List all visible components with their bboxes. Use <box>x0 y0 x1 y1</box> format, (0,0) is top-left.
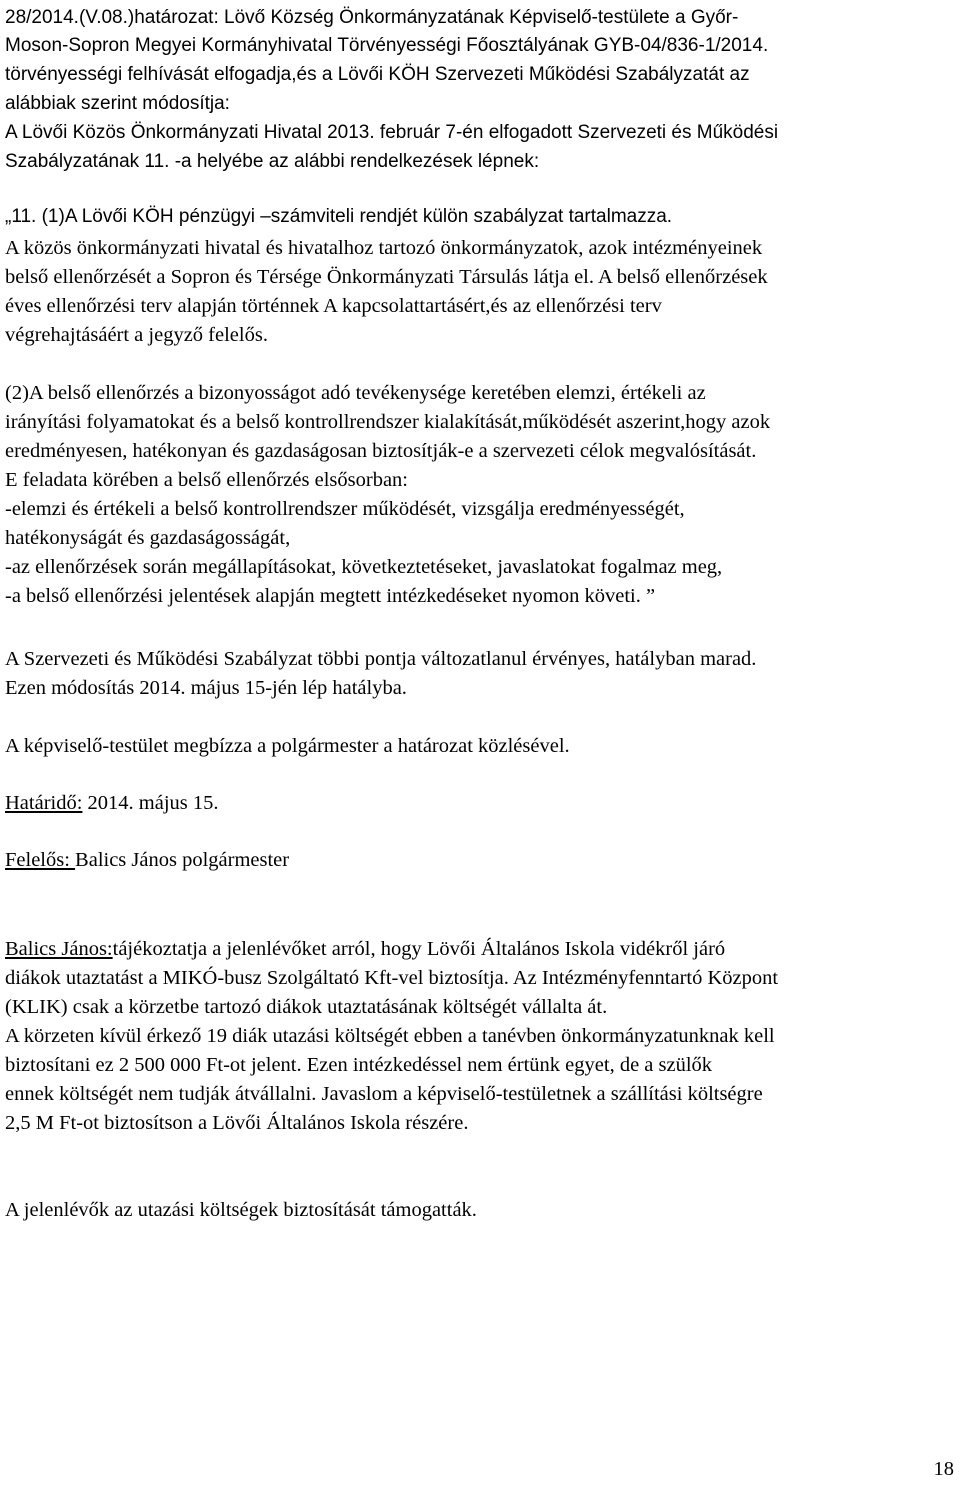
body-text-line: A körzeten kívül érkező 19 diák utazási költségét ebben a tanévben önkormányzatunknak kell <box>5 1025 775 1047</box>
body-text-line: hatékonyságát és gazdaságosságát, <box>5 527 291 549</box>
resolution-title-line: A Lövői Közös Önkormányzati Hivatal 2013. február 7-én elfogadott Szervezeti és Működési <box>5 122 779 143</box>
balics-first-line <box>5 936 725 962</box>
body-text-line: végrehajtásáért a jegyző felelős. <box>5 324 268 346</box>
deadline-line <box>5 790 219 816</box>
body-text-line: -az ellenőrzések során megállapításokat, következtetéseket, javaslatokat fogalmaz meg, <box>5 556 723 578</box>
responsible-label: Felelős: <box>5 849 76 871</box>
body-text-line: Ezen módosítás 2014. május 15-jén lép hatályba. <box>5 677 407 699</box>
speaker-label: Balics János: <box>5 938 113 960</box>
resolution-title-line: Moson-Sopron Megyei Kormányhivatal Törvényességi Főosztályának GYB-04/836-1/2014. <box>5 35 769 56</box>
body-text-line: eredményesen, hatékonyan és gazdaságosan biztosítják-e a szervezeti célok megvalósítását. <box>5 440 757 462</box>
resolution-title-line: alábbiak szerint módosítja: <box>5 93 230 114</box>
body-text-line: ennek költségét nem tudják átvállalni. Javaslom a képviselő-testületnek a szállítási költségre <box>5 1083 763 1105</box>
resolution-title-line: 28/2014.(V.08.)határozat: Lövő Község Önkormányzatának Képviselő-testülete a Győr- <box>5 7 739 28</box>
responsible-value: Balics János polgármester <box>75 849 290 871</box>
body-text-line: (KLIK) csak a körzetbe tartozó diákok utaztatásának költségét vállalta át. <box>5 996 608 1018</box>
mandate-line: A képviselő-testület megbízza a polgármester a határozat közlésével. <box>5 735 570 757</box>
page-number: 18 <box>933 1458 954 1480</box>
body-text-line: biztosítani ez 2 500 000 Ft-ot jelent. Ezen intézkedéssel nem értünk egyet, de a szülők <box>5 1054 713 1076</box>
deadline-value: 2014. május 15. <box>82 792 219 814</box>
responsible-line <box>5 847 289 873</box>
body-text-line: irányítási folyamatokat és a belső kontrollrendszer kialakítását,működését aszerint,hogy azok <box>5 411 771 433</box>
deadline-label: Határidő: <box>5 792 83 814</box>
body-text-line: (2)A belső ellenőrzés a bizonyosságot adó tevékenysége keretében elemzi, értékeli az <box>5 382 706 404</box>
resolution-title-line: Szabályzatának 11. -a helyébe az alábbi rendelkezések lépnek: <box>5 151 540 172</box>
section-11-line: „11. (1)A Lövői KÖH pénzügyi –számviteli rendjét külön szabályzat tartalmazza. <box>5 206 673 227</box>
body-text-line: éves ellenőrzési terv alapján történnek A kapcsolattartásért,és az ellenőrzési terv <box>5 295 662 317</box>
body-text-line: 2,5 M Ft-ot biztosítson a Lövői Általános Iskola részére. <box>5 1112 469 1134</box>
body-text-line: -a belső ellenőrzési jelentések alapján megtett intézkedéseket nyomon követi. ” <box>5 585 656 607</box>
body-text-line: E feladata körében a belső ellenőrzés elsősorban: <box>5 469 408 491</box>
body-text-line: A közös önkormányzati hivatal és hivatalhoz tartozó önkormányzatok, azok intézményeinek <box>5 237 763 259</box>
body-text-line: A Szervezeti és Működési Szabályzat többi pontja változatlanul érvényes, hatályban marad. <box>5 648 757 670</box>
body-text-line: belső ellenőrzését a Sopron és Térsége Önkormányzati Társulás látja el. A belső ellenőrzések <box>5 266 768 288</box>
speaker-text: tájékoztatja a jelenlévőket arról, hogy Lövői Általános Iskola vidékről járó <box>112 938 726 960</box>
resolution-title-line: törvényességi felhívását elfogadja,és a Lövői KÖH Szervezeti Működési Szabályzatát az <box>5 64 750 85</box>
closing-line: A jelenlévők az utazási költségek biztosítását támogatták. <box>5 1199 477 1221</box>
body-text-line: -elemzi és értékeli a belső kontrollrendszer működését, vizsgálja eredményességét, <box>5 498 685 520</box>
body-text-line: diákok utaztatást a MIKÓ-busz Szolgáltató Kft-vel biztosítja. Az Intézményfenntartó Központ <box>5 967 779 989</box>
